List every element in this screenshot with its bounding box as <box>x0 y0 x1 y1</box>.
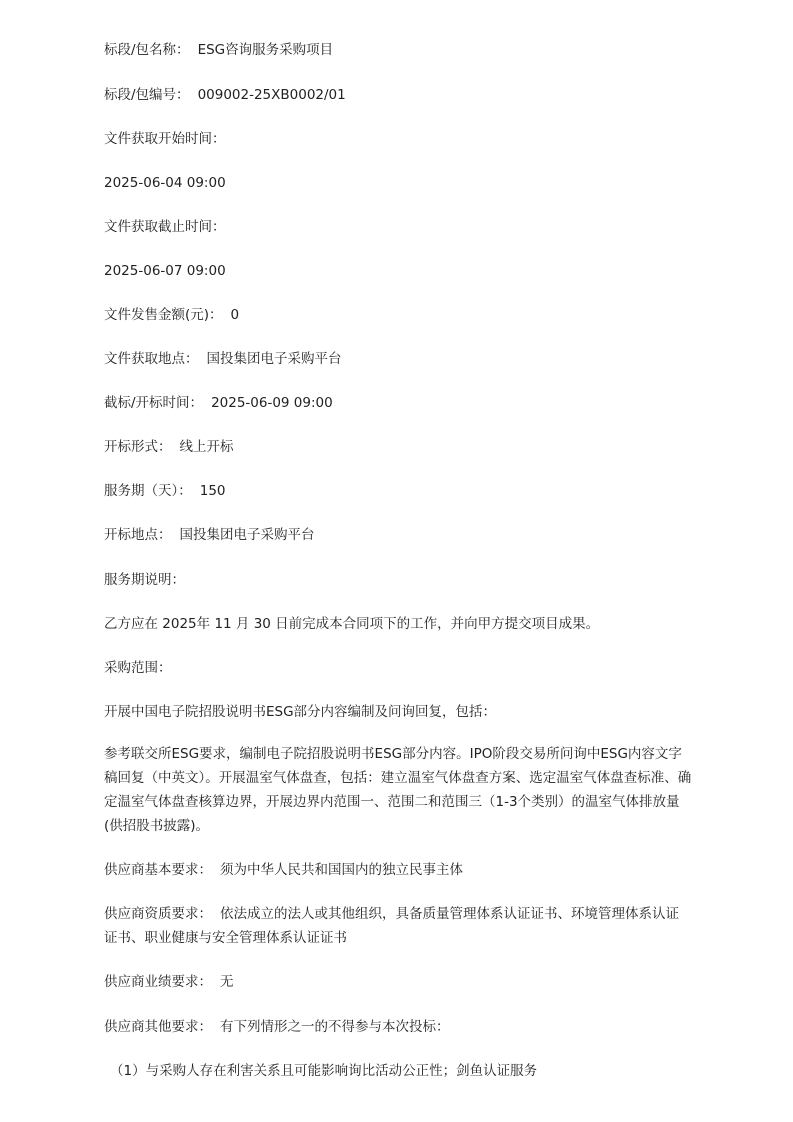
open-time-row <box>104 393 333 413</box>
supplier-performance-value: 无 <box>220 974 234 990</box>
open-location-value: 国投集团电子采购平台 <box>179 527 315 543</box>
service-period-value: 150 <box>199 483 226 499</box>
supplier-qualification-value: 依法成立的法人或其他组织，具备质量管理体系认证证书、环境管理体系认证证书、职业健康与安全管理体系认证证书 <box>104 906 679 946</box>
doc-start-time-label: 文件获取开始时间： <box>104 131 226 147</box>
package-name-value: ESG咨询服务采购项目 <box>197 42 334 58</box>
service-period-row <box>104 481 226 501</box>
scope-intro: 开展中国电子院招股说明书ESG部分内容编制及问询回复，包括： <box>104 704 497 720</box>
open-location-label: 开标地点： <box>104 527 172 543</box>
supplier-other-row <box>104 1017 450 1037</box>
doc-start-time-value: 2025-06-04 09:00 <box>104 175 226 191</box>
service-period-desc: 乙方应在 2025年 11 月 30 日前完成本合同项下的工作，并向甲方提交项目成果。 <box>104 616 600 632</box>
supplier-qualification-label: 供应商资质要求： <box>104 906 212 922</box>
doc-end-time-value: 2025-06-07 09:00 <box>104 263 226 279</box>
open-form-row <box>104 437 234 457</box>
open-form-label: 开标形式： <box>104 439 172 455</box>
service-period-desc-label: 服务期说明： <box>104 572 185 588</box>
package-name-row <box>104 40 333 60</box>
supplier-performance-label: 供应商业绩要求： <box>104 974 212 990</box>
doc-end-time-label: 文件获取截止时间： <box>104 219 226 235</box>
open-time-label: 截标/开标时间： <box>104 395 204 411</box>
supplier-basic-label: 供应商基本要求： <box>104 862 212 878</box>
open-location-row <box>104 525 315 545</box>
supplier-performance-row <box>104 972 234 992</box>
doc-price-value: 0 <box>230 307 240 323</box>
scope-detail: 参考联交所ESG要求，编制电子院招股说明书ESG部分内容。IPO阶段交易所问询中ESG内容文字稿回复（中英文）。开展温室气体盘查，包括：建立温室气体盘查方案、选定温室气体盘查标准、确定温室气体盘查核算边界，开展边界内范围一、范围二和范围三（1-3个类别）的温室气体排放量(供招股书披露)。 <box>104 746 692 834</box>
service-period-label: 服务期（天）： <box>104 483 192 499</box>
doc-location-value: 国投集团电子采购平台 <box>206 351 342 367</box>
package-number-value: 009002-25XB0002/01 <box>197 87 346 103</box>
doc-location-label: 文件获取地点： <box>104 351 199 367</box>
package-number-row <box>104 85 346 105</box>
doc-location-row <box>104 349 342 369</box>
supplier-other-label: 供应商其他要求： <box>104 1019 212 1035</box>
supplier-qualification-row <box>104 902 692 950</box>
requirement-item-1: （1）与采购人存在利害关系且可能影响询比活动公正性；剑鱼认证服务 <box>110 1063 538 1079</box>
supplier-other-value: 有下列情形之一的不得参与本次投标： <box>220 1019 450 1035</box>
package-name-label: 标段/包名称： <box>104 42 190 58</box>
doc-price-label: 文件发售金额(元)： <box>104 307 223 323</box>
supplier-basic-value: 须为中华人民共和国国内的独立民事主体 <box>220 862 463 878</box>
package-number-label: 标段/包编号： <box>104 87 190 103</box>
supplier-basic-row <box>104 860 463 880</box>
open-form-value: 线上开标 <box>179 439 234 455</box>
scope-label: 采购范围： <box>104 660 172 676</box>
doc-price-row <box>104 305 239 325</box>
open-time-value: 2025-06-09 09:00 <box>211 395 333 411</box>
